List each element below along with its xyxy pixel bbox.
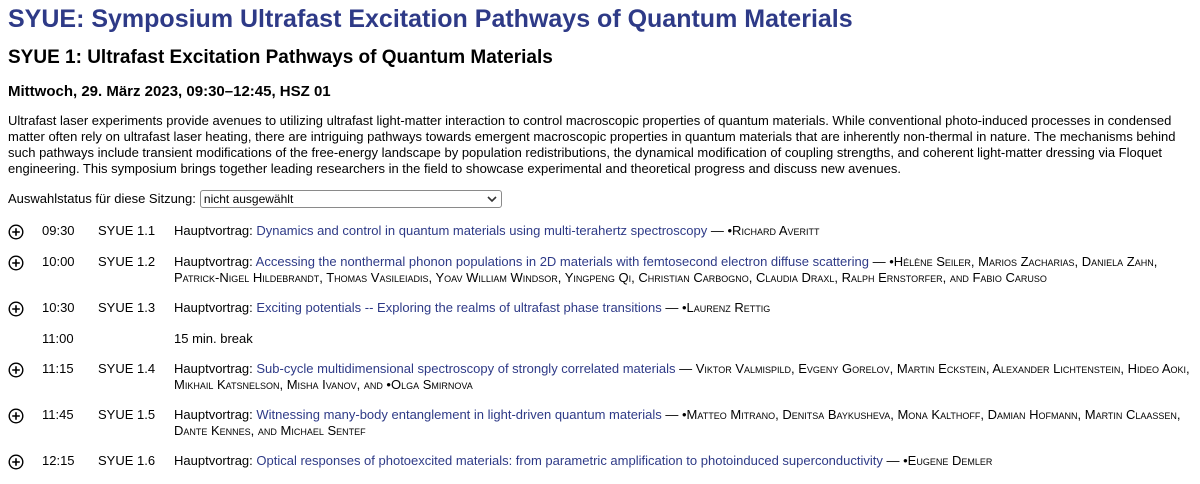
talk-time: 10:00 <box>42 254 75 269</box>
talk-code: SYUE 1.4 <box>98 361 156 376</box>
break-row <box>8 331 1192 361</box>
break-text: 15 min. break <box>174 331 253 346</box>
talk-authors: •Richard Averitt <box>727 223 820 238</box>
talk-separator: — <box>882 453 904 468</box>
selection-row <box>8 189 1192 209</box>
talk-authors: •Hélène Seiler, Marios Zacharias, Daniela Zahn, Patrick-Nigel Hildebrandt, Thomas Vasileiadis, Yoav William Windsor, Yingpeng Qi, Christian Carbogno, Claudia Draxl, Ralph Ernstorfer, and Fabio Caruso <box>174 254 1158 285</box>
session-info: Mittwoch, 29. März 2023, 09:30–12:45, HSZ 01 <box>8 83 331 100</box>
empty-cell <box>8 331 42 361</box>
talk-time: 11:45 <box>42 407 74 422</box>
talk-body <box>174 300 1192 331</box>
talk-body <box>174 453 1192 484</box>
talk-separator: — <box>675 361 696 376</box>
circle-plus-icon[interactable] <box>8 301 42 317</box>
talk-code: SYUE 1.5 <box>98 407 156 422</box>
circle-plus-icon[interactable] <box>8 454 42 470</box>
selection-label: Auswahlstatus für diese Sitzung: <box>8 191 196 206</box>
talk-authors: •Laurenz Rettig <box>682 300 771 315</box>
session-abstract: Ultrafast laser experiments provide avenues to utilizing ultrafast light-matter interaction to control macroscopic properties of quantum materials. While conventional photo-induced processes in condensed matter often rely on ultrafast laser heating, there are intriguing pathways towards emergent macroscopic properties in quantum materials that are inherently non-thermal in nature. The mechanisms behind such pathways include transient modifications of the free-energy landscape by population redistributions, the dynamical modification of coupling strengths, and coherent light-matter dressing via Floquet engineering. This symposium brings together leading researchers in the field to showcase experimental and theoretical progress and discuss new avenues. <box>8 113 1176 176</box>
talk-separator: — <box>661 300 682 315</box>
talk-body <box>174 223 1192 254</box>
talk-row <box>8 254 1192 300</box>
talk-authors: •Matteo Mitrano, Denitsa Baykusheva, Mona Kalthoff, Damian Hofmann, Martin Claassen, Dante Kennes, and Michael Sentef <box>174 407 1181 438</box>
talk-code: SYUE 1.6 <box>98 453 156 468</box>
talk-title-link[interactable]: Dynamics and control in quantum materials using multi-terahertz spectroscopy <box>256 223 708 238</box>
talk-time: 09:30 <box>42 223 75 238</box>
talk-time: 11:15 <box>42 361 74 376</box>
talk-time: 12:15 <box>42 453 75 468</box>
talk-type: Hauptvortrag: <box>174 407 253 422</box>
chevron-down-icon <box>486 193 498 205</box>
talk-separator: — <box>661 407 682 422</box>
empty-cell <box>98 331 174 361</box>
talk-code: SYUE 1.3 <box>98 300 156 315</box>
circle-plus-icon[interactable] <box>8 255 42 271</box>
talk-row <box>8 453 1192 484</box>
talk-title-link[interactable]: Sub-cycle multidimensional spectroscopy of strongly correlated materials <box>256 361 676 376</box>
talk-body <box>174 407 1192 453</box>
talk-title-link[interactable]: Optical responses of photoexcited materials: from parametric amplification to photoinduced superconductivity <box>256 453 883 468</box>
talk-authors: •Eugene Demler <box>903 453 993 468</box>
talk-authors: Viktor Valmispild, Evgeny Gorelov, Martin Eckstein, Alexander Lichtenstein, Hideo Aoki, Mikhail Katsnelson, Misha Ivanov, and •Olga Smirnova <box>174 361 1190 392</box>
talk-title-link[interactable]: Exciting potentials -- Exploring the realms of ultrafast phase transitions <box>256 300 662 315</box>
talk-time: 11:00 <box>42 331 74 346</box>
talk-time: 10:30 <box>42 300 75 315</box>
talk-table <box>8 223 1192 484</box>
talk-type: Hauptvortrag: <box>174 300 253 315</box>
talk-type: Hauptvortrag: <box>174 361 253 376</box>
talk-code: SYUE 1.1 <box>98 223 156 238</box>
circle-plus-icon[interactable] <box>8 408 42 424</box>
talk-code: SYUE 1.2 <box>98 254 156 269</box>
talk-row <box>8 361 1192 407</box>
talk-type: Hauptvortrag: <box>174 453 253 468</box>
talk-row <box>8 300 1192 331</box>
page-title: SYUE: Symposium Ultrafast Excitation Pathways of Quantum Materials <box>8 5 853 33</box>
circle-plus-icon[interactable] <box>8 224 42 240</box>
talk-separator: — <box>868 254 890 269</box>
talk-row <box>8 223 1192 254</box>
talk-separator: — <box>707 223 728 238</box>
talk-title-link[interactable]: Witnessing many-body entanglement in light-driven quantum materials <box>256 407 662 422</box>
selection-value: nicht ausgewählt <box>203 192 294 206</box>
talk-row <box>8 407 1192 453</box>
talk-type: Hauptvortrag: <box>174 254 253 269</box>
selection-dropdown[interactable] <box>200 190 502 208</box>
talk-body <box>174 254 1192 300</box>
talk-body <box>174 361 1192 407</box>
talk-type: Hauptvortrag: <box>174 223 253 238</box>
session-title: SYUE 1: Ultrafast Excitation Pathways of Quantum Materials <box>8 47 553 68</box>
talk-title-link[interactable]: Accessing the nonthermal phonon populations in 2D materials with femtosecond electron diffuse scattering <box>255 254 869 269</box>
circle-plus-icon[interactable] <box>8 362 42 378</box>
